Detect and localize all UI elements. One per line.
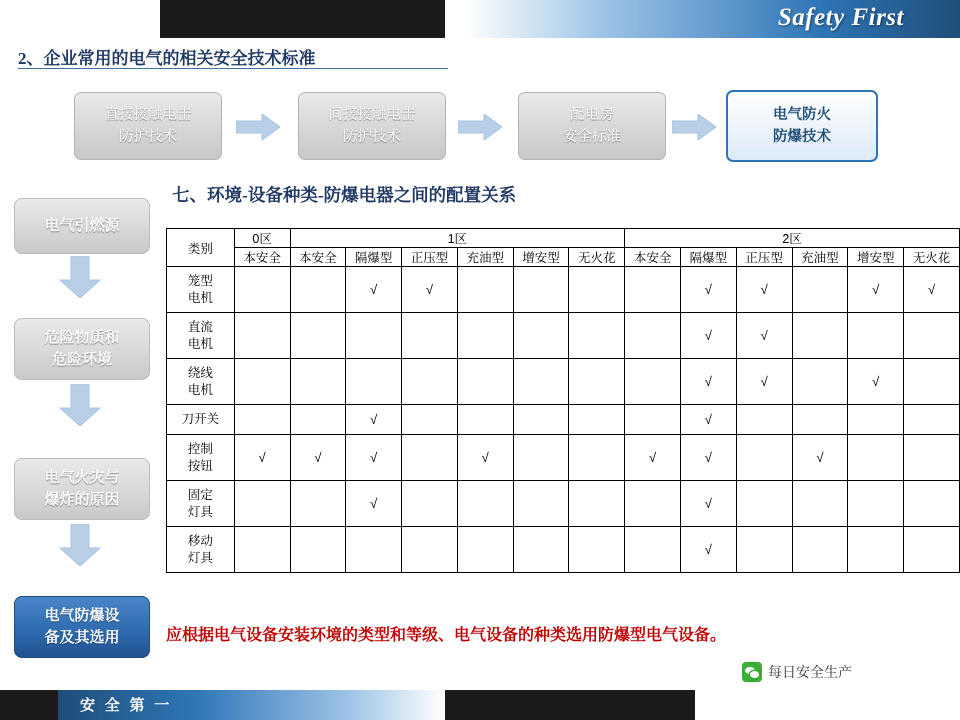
table-row <box>167 359 960 405</box>
table-cell <box>234 405 290 435</box>
table-type-z1-1: 隔爆型 <box>346 248 402 267</box>
table-cell: √ <box>680 359 736 405</box>
table-cell <box>904 313 960 359</box>
arrow-right-icon-2 <box>458 114 502 140</box>
table-cell <box>569 481 625 527</box>
table-cell <box>234 481 290 527</box>
table-cell <box>792 359 848 405</box>
table-cell: √ <box>848 267 904 313</box>
left-flow-line1: 电气引燃源 <box>44 216 120 234</box>
flow-box-fire-explosion-proof <box>726 90 878 162</box>
table-cell <box>402 359 458 405</box>
table-type-z1-2: 正压型 <box>402 248 458 267</box>
table-cell <box>457 405 513 435</box>
arrow-down-icon-2 <box>58 384 102 426</box>
table-cell: √ <box>680 313 736 359</box>
table-cell <box>848 313 904 359</box>
table-row <box>167 435 960 481</box>
table-cell <box>904 481 960 527</box>
table-row-label-line1: 控制 <box>187 441 213 456</box>
table-cell: √ <box>346 267 402 313</box>
banner-segment-white-mid <box>445 0 465 38</box>
flow-box-substation-room <box>518 92 666 160</box>
table-type-z1-4: 增安型 <box>513 248 569 267</box>
table-type-z2-3: 充油型 <box>792 248 848 267</box>
table-cell: √ <box>346 481 402 527</box>
table-cell <box>513 405 569 435</box>
table-cell: √ <box>680 435 736 481</box>
table-type-z2-4: 增安型 <box>848 248 904 267</box>
table-cell <box>457 527 513 573</box>
table-cell <box>513 267 569 313</box>
table-type-z1-3: 充油型 <box>457 248 513 267</box>
table-cell: √ <box>736 313 792 359</box>
table-cell: √ <box>680 405 736 435</box>
table-cell <box>290 267 346 313</box>
table-cell: √ <box>680 481 736 527</box>
flow-box-line2: 安全标准 <box>563 129 621 145</box>
banner-segment-dark <box>160 0 445 38</box>
table-cell <box>848 405 904 435</box>
left-flow-hazardous-material <box>14 318 150 380</box>
table-cell <box>346 359 402 405</box>
flow-box-indirect-contact <box>298 92 446 160</box>
table-cell <box>736 405 792 435</box>
table-cell <box>569 313 625 359</box>
table-row-label <box>167 267 235 313</box>
left-flow-line2: 爆炸的原因 <box>44 491 120 508</box>
table-row-label-line2: 灯具 <box>187 550 213 565</box>
bottom-segment-dark-right <box>445 690 695 720</box>
flow-box-line1: 间接接触电击 <box>328 106 416 123</box>
table-cell <box>625 527 681 573</box>
banner-segment-white-left <box>0 0 160 38</box>
configuration-table-wrapper <box>166 228 960 573</box>
table-zone-1: 1区 <box>290 229 625 248</box>
left-flow-fire-cause <box>14 458 150 520</box>
table-cell <box>290 359 346 405</box>
table-cell <box>904 359 960 405</box>
table-cell <box>792 481 848 527</box>
bottom-note: 应根据电气设备安装环境的类型和等级、电气设备的种类选用防爆型电气设备。 <box>166 627 727 644</box>
flow-box-line1: 电气防火 <box>773 106 831 123</box>
table-cell: √ <box>792 435 848 481</box>
section-title: 七、环境-设备种类-防爆电器之间的配置关系 <box>172 185 517 205</box>
table-body <box>167 267 960 573</box>
arrow-down-icon-1 <box>58 256 102 298</box>
table-row-label-line2: 灯具 <box>187 504 213 519</box>
wechat-icon <box>742 662 762 682</box>
table-cell <box>402 435 458 481</box>
table-zone-2: 2区 <box>625 229 960 248</box>
table-cell: √ <box>680 527 736 573</box>
table-row-label <box>167 313 235 359</box>
table-type-header-row <box>167 248 960 267</box>
table-cell <box>625 359 681 405</box>
table-type-z2-2: 正压型 <box>736 248 792 267</box>
table-type-z1-5: 无火花 <box>569 248 625 267</box>
flow-box-line2: 防爆技术 <box>773 129 831 145</box>
table-cell <box>569 359 625 405</box>
table-cell <box>625 313 681 359</box>
table-cell <box>402 405 458 435</box>
table-cell <box>290 405 346 435</box>
table-row <box>167 481 960 527</box>
table-cell <box>513 527 569 573</box>
table-cell <box>234 267 290 313</box>
table-cell <box>736 435 792 481</box>
page-heading: 2、企业常用的电气的相关安全技术标准 <box>18 49 316 68</box>
wechat-account-name: 每日安全生产 <box>768 664 852 680</box>
table-cell <box>402 313 458 359</box>
table-row-label <box>167 359 235 405</box>
table-cell <box>234 527 290 573</box>
table-row <box>167 405 960 435</box>
table-cell <box>848 527 904 573</box>
table-cell <box>402 527 458 573</box>
bottom-segment-white <box>695 690 960 720</box>
table-cell <box>569 405 625 435</box>
table-cell <box>904 435 960 481</box>
left-flow-line1: 电气火灾与 <box>44 468 120 486</box>
left-flow-line2: 危险环境 <box>51 351 112 368</box>
table-cell <box>904 527 960 573</box>
table-cell: √ <box>736 267 792 313</box>
table-cell <box>792 527 848 573</box>
table-cell <box>346 313 402 359</box>
flow-box-line2: 防护技术 <box>119 129 177 145</box>
table-row-label-line2: 电机 <box>187 290 213 305</box>
table-type-z0-0: 本安全 <box>234 248 290 267</box>
table-cell <box>457 359 513 405</box>
bottom-banner <box>0 690 960 720</box>
left-flow-line1: 危险物质和 <box>44 328 120 346</box>
wechat-watermark <box>742 662 852 682</box>
flow-box-line1: 配电房 <box>570 106 614 123</box>
arrow-right-icon-1 <box>236 114 280 140</box>
table-row-label-line1: 刀开关 <box>181 412 220 427</box>
table-cell: √ <box>625 435 681 481</box>
heading-underline <box>18 68 448 69</box>
banner-title: Safety First <box>777 4 904 31</box>
table-cell <box>792 313 848 359</box>
table-cell <box>904 405 960 435</box>
table-cell <box>792 405 848 435</box>
table-row-label <box>167 527 235 573</box>
left-flow-line2: 备及其选用 <box>44 629 120 646</box>
table-cell: √ <box>234 435 290 481</box>
table-row-label <box>167 405 235 435</box>
table-type-z1-0: 本安全 <box>290 248 346 267</box>
table-cell <box>848 481 904 527</box>
table-cell <box>848 435 904 481</box>
table-cell <box>569 267 625 313</box>
left-flow-line1: 电气防爆设 <box>44 606 120 624</box>
table-row <box>167 313 960 359</box>
table-head <box>167 229 960 267</box>
configuration-table <box>166 228 960 573</box>
top-banner <box>0 0 960 38</box>
table-cell <box>513 435 569 481</box>
table-cell <box>513 359 569 405</box>
table-row-label-line1: 绕线 <box>187 365 213 380</box>
table-cell <box>513 313 569 359</box>
table-cell <box>625 481 681 527</box>
table-type-z2-0: 本安全 <box>625 248 681 267</box>
table-cell: √ <box>680 267 736 313</box>
table-row-label <box>167 481 235 527</box>
bottom-segment-dark-left <box>0 690 58 720</box>
table-cell: √ <box>904 267 960 313</box>
table-row-label-line2: 电机 <box>187 336 213 351</box>
table-cell: √ <box>290 435 346 481</box>
table-zone-header-row <box>167 229 960 248</box>
flow-box-line1: 直接接触电击 <box>104 106 192 123</box>
flow-box-direct-contact <box>74 92 222 160</box>
table-row-label-line1: 直流 <box>187 319 213 334</box>
table-cell: √ <box>457 435 513 481</box>
table-row-label-line2: 按钮 <box>187 458 213 473</box>
table-cell: √ <box>848 359 904 405</box>
table-row-label <box>167 435 235 481</box>
table-cell <box>736 527 792 573</box>
table-cell <box>290 481 346 527</box>
table-row-label-line1: 固定 <box>187 487 213 502</box>
arrow-right-icon-3 <box>672 114 716 140</box>
table-cell <box>290 527 346 573</box>
table-row-label-line1: 移动 <box>187 533 213 548</box>
left-flow-ignition-source <box>14 198 150 254</box>
table-row <box>167 267 960 313</box>
table-cell <box>346 527 402 573</box>
bottom-banner-text: 安 全 第 一 <box>80 698 173 714</box>
table-cell <box>234 359 290 405</box>
table-cell <box>457 481 513 527</box>
left-flow-explosion-proof-equipment <box>14 596 150 658</box>
table-row-label-line1: 笼型 <box>187 273 213 288</box>
table-cell <box>234 313 290 359</box>
table-type-z2-5: 无火花 <box>904 248 960 267</box>
table-zone-0: 0区 <box>234 229 290 248</box>
table-cell: √ <box>346 435 402 481</box>
table-cell <box>457 313 513 359</box>
table-cell <box>625 405 681 435</box>
table-cell: √ <box>736 359 792 405</box>
table-cell <box>625 267 681 313</box>
table-cell <box>457 267 513 313</box>
table-cell: √ <box>346 405 402 435</box>
arrow-down-icon-3 <box>58 524 102 566</box>
table-cell <box>290 313 346 359</box>
table-cell <box>736 481 792 527</box>
flow-box-line2: 防护技术 <box>343 129 401 145</box>
table-cell <box>402 481 458 527</box>
table-cell <box>569 527 625 573</box>
table-corner-label: 类别 <box>167 229 235 267</box>
table-cell <box>792 267 848 313</box>
table-cell <box>569 435 625 481</box>
table-row-label-line2: 电机 <box>187 382 213 397</box>
table-row <box>167 527 960 573</box>
table-type-z2-1: 隔爆型 <box>680 248 736 267</box>
table-cell <box>513 481 569 527</box>
table-cell: √ <box>402 267 458 313</box>
